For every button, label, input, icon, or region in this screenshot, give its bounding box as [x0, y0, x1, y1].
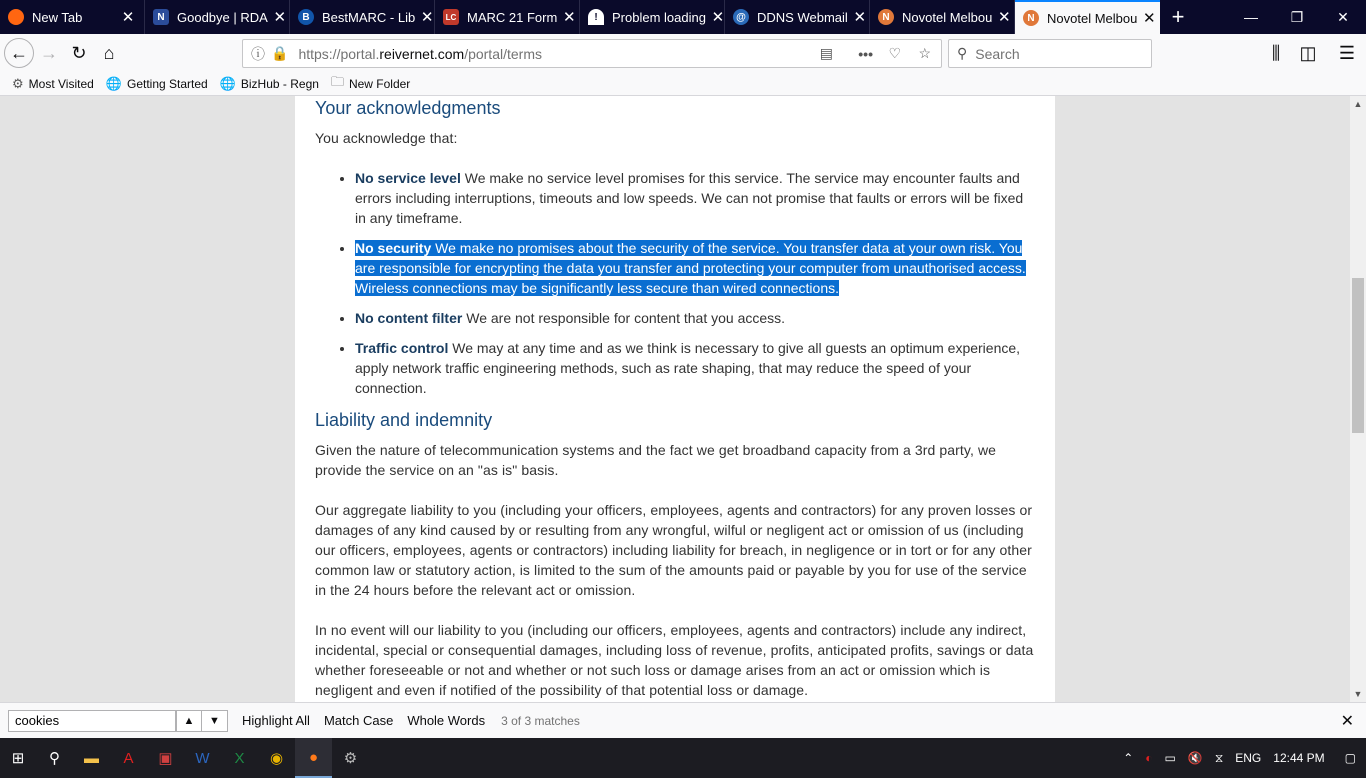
- reader-view-icon[interactable]: ▤: [819, 45, 833, 61]
- close-tab-icon[interactable]: ✕: [998, 9, 1011, 26]
- bookmark-new-folder[interactable]: [331, 73, 410, 95]
- match-case-toggle[interactable]: Match Case: [323, 713, 394, 728]
- find-next-button[interactable]: ▼: [202, 710, 228, 732]
- firefox-taskbar-icon[interactable]: ●: [295, 738, 332, 778]
- page-viewport: [0, 96, 1350, 702]
- antivirus-icon[interactable]: ◐: [1145, 751, 1153, 765]
- close-tab-icon[interactable]: ✕: [563, 9, 576, 26]
- volume-muted-icon[interactable]: 🔇: [1187, 751, 1203, 765]
- tab-novotel-1[interactable]: [870, 0, 1015, 34]
- tab-strip: [0, 0, 1366, 34]
- ack-list: [315, 168, 1035, 398]
- tab-title: BestMARC - Lib: [322, 9, 416, 25]
- vertical-scrollbar[interactable]: [1350, 96, 1366, 702]
- search-placeholder: Search: [975, 45, 1020, 62]
- tab-title: New Tab: [32, 9, 83, 25]
- network-icon[interactable]: ⧖: [1214, 750, 1224, 765]
- item-term: Traffic control: [355, 340, 449, 356]
- tab-new-tab[interactable]: [0, 0, 145, 34]
- bookmark-label: BizHub - Regn: [240, 76, 319, 91]
- site-icon: LC: [443, 9, 459, 25]
- back-button[interactable]: ←: [4, 38, 34, 68]
- chevron-up-icon[interactable]: ⌃: [1123, 751, 1134, 765]
- ack-intro: You acknowledge that:: [315, 130, 458, 146]
- bookmark-most-visited[interactable]: [12, 76, 94, 92]
- window-controls: [1228, 0, 1366, 34]
- app-icon[interactable]: ▣: [158, 750, 173, 767]
- restore-icon[interactable]: ❐: [1290, 8, 1304, 25]
- item-term: No security: [355, 240, 432, 256]
- bookmark-label: Getting Started: [126, 76, 208, 91]
- tab-problem-loading[interactable]: [580, 0, 725, 34]
- forward-button[interactable]: →: [40, 42, 58, 63]
- item-text: We make no service level promises for this service. The service may encounter faults and errors including interruptions, timeouts and low speeds. We can not promise that faults or errors will be fixed in any timeframe.: [355, 170, 1024, 226]
- sidebar-icon[interactable]: ◫: [1299, 42, 1317, 63]
- chrome-icon[interactable]: ◉: [269, 750, 284, 767]
- site-icon: N: [153, 9, 169, 25]
- file-explorer-icon[interactable]: ▬: [84, 749, 99, 767]
- warning-icon: !: [588, 9, 604, 25]
- bookmarks-toolbar: [0, 72, 1366, 96]
- bookmark-getting-started[interactable]: [106, 76, 208, 92]
- tab-title: DDNS Webmail: [757, 9, 848, 25]
- site-icon: @: [733, 9, 749, 25]
- item-text: We may at any time and as we think is necessary to give all guests an optimum experience, apply network traffic engineering methods, such as rate shaping, that may reduce the speed of your connection.: [355, 340, 1021, 396]
- reload-button[interactable]: ↻: [71, 42, 87, 63]
- bookmark-bizhub[interactable]: [220, 76, 319, 92]
- list-item: [355, 338, 1035, 398]
- scroll-down-icon[interactable]: ▼: [1353, 689, 1363, 699]
- tab-novotel-active[interactable]: [1015, 0, 1160, 34]
- list-item: [355, 308, 1035, 328]
- windows-taskbar: [0, 738, 1366, 778]
- firefox-icon: [8, 9, 24, 25]
- tab-title: Problem loading: [612, 9, 706, 25]
- list-item: [355, 168, 1035, 228]
- selected-text: [355, 240, 1026, 296]
- folder-icon: 🗀: [330, 73, 344, 89]
- liability-paragraph-1: Given the nature of telecommunication systems and the fact we get broadband capacity from a 3rd party, we provide the service on an "as is" basis.: [315, 442, 997, 478]
- navigation-toolbar: [0, 34, 1366, 72]
- search-icon: ⚲: [957, 45, 968, 61]
- whole-words-toggle[interactable]: Whole Words: [407, 713, 486, 728]
- site-icon: N: [1023, 10, 1039, 26]
- heading-acknowledgments: Your acknowledgments: [315, 98, 501, 118]
- close-tab-icon[interactable]: ✕: [420, 9, 434, 26]
- site-icon: N: [878, 9, 894, 25]
- tab-marc21[interactable]: [435, 0, 580, 34]
- pocket-icon[interactable]: ♡: [888, 45, 901, 61]
- lock-icon: 🔒: [271, 45, 289, 61]
- site-icon: B: [298, 9, 314, 25]
- search-input[interactable]: [948, 39, 1152, 68]
- item-term: No service level: [355, 170, 461, 186]
- heading-liability: Liability and indemnity: [315, 410, 493, 430]
- tab-title: Novotel Melbou: [1047, 10, 1138, 26]
- acrobat-icon[interactable]: A: [123, 749, 134, 767]
- search-icon[interactable]: ⚲: [49, 750, 60, 767]
- close-window-icon[interactable]: ✕: [1337, 8, 1349, 25]
- library-icon[interactable]: ⫼: [1271, 42, 1281, 63]
- close-find-bar-icon[interactable]: ✕: [1340, 713, 1354, 730]
- windows-start-icon[interactable]: ⊞: [11, 750, 25, 767]
- close-tab-icon[interactable]: ✕: [1143, 10, 1156, 27]
- find-status: 3 of 3 matches: [501, 713, 580, 728]
- terms-document: [295, 96, 1055, 702]
- scroll-thumb[interactable]: [1352, 278, 1364, 433]
- url-host: reivernet.com: [379, 45, 465, 62]
- page-actions-icon[interactable]: •••: [858, 45, 873, 62]
- tab-title: MARC 21 Form: [467, 9, 558, 25]
- item-term: No content filter: [355, 310, 463, 326]
- close-tab-icon[interactable]: ✕: [273, 9, 287, 26]
- home-button[interactable]: ⌂: [103, 42, 115, 63]
- word-icon[interactable]: W: [195, 749, 210, 767]
- system-tray: [1117, 738, 1366, 778]
- close-tab-icon[interactable]: ✕: [853, 9, 867, 26]
- bookmark-label: Most Visited: [28, 76, 94, 91]
- excel-icon[interactable]: X: [234, 749, 245, 767]
- bookmark-label: New Folder: [348, 76, 411, 91]
- notifications-icon[interactable]: ▢: [1344, 751, 1356, 765]
- find-bar: [0, 702, 1366, 738]
- tab-goodbye-rda[interactable]: [145, 0, 290, 34]
- new-tab-button[interactable]: +: [1171, 4, 1185, 29]
- find-input[interactable]: [8, 710, 176, 732]
- liability-paragraph-3: In no event will our liability to you (including our officers, employees, agents and contractors) include any indirect, incidental, special or consequential damages, including loss of revenue, profits, anticipated profits, savings or data whether foreseeable or not and whether or not such loss or damage arises from an act or omission which is negligent and even if notified of the possibility of that potential loss or damage.: [315, 622, 1034, 698]
- tab-title: Novotel Melbou: [902, 9, 993, 25]
- list-item: [355, 238, 1035, 298]
- url-prefix: https://portal.: [298, 45, 380, 62]
- item-text: We make no promises about the security of the service. You transfer data at your own risk. You are responsible for encrypting the data you transfer and protecting your computer from unauthorised access. Wireless connections may be significantly less secure than wired connections.: [355, 240, 1026, 296]
- battery-icon[interactable]: ▭: [1164, 751, 1176, 765]
- liability-paragraph-2: Our aggregate liability to you (including your officers, employees, agents and contractors) for any proven losses or damages of any kind caused by or resulting from any wrongful, wilful or negligent act or omission of us (including our officers, employees, agents or contractors) including liability for breach, in negligence or in tort or for any other common law or statutory action, is limited to the sum of the amounts paid or payable by you for use of the service in the 24 hours before the relevant act or omission.: [315, 502, 1033, 598]
- globe-icon: 🌐: [105, 75, 122, 91]
- tab-bestmarc[interactable]: [290, 0, 435, 34]
- minimize-icon[interactable]: —: [1244, 9, 1258, 25]
- item-text: We are not responsible for content that you access.: [462, 310, 786, 326]
- url-path: /portal/terms: [464, 45, 542, 62]
- bookmark-star-icon[interactable]: ☆: [918, 45, 931, 61]
- menu-icon[interactable]: ☰: [1338, 42, 1356, 63]
- language-indicator[interactable]: ENG: [1235, 751, 1262, 765]
- scroll-up-icon[interactable]: ▲: [1353, 99, 1363, 109]
- globe-icon: 🌐: [219, 75, 236, 91]
- close-tab-icon[interactable]: ✕: [121, 9, 135, 26]
- info-icon[interactable]: ⓘ: [251, 45, 265, 62]
- close-tab-icon[interactable]: ✕: [711, 9, 725, 26]
- gear-icon: ⚙: [12, 75, 24, 91]
- app-icon[interactable]: ⚙: [343, 750, 358, 767]
- url-bar[interactable]: [242, 39, 942, 68]
- tab-ddns-webmail[interactable]: [725, 0, 870, 34]
- find-previous-button[interactable]: ▲: [176, 710, 202, 732]
- clock[interactable]: 12:44 PM: [1273, 751, 1325, 765]
- highlight-all-toggle[interactable]: Highlight All: [242, 713, 310, 728]
- tab-title: Goodbye | RDA: [177, 9, 268, 25]
